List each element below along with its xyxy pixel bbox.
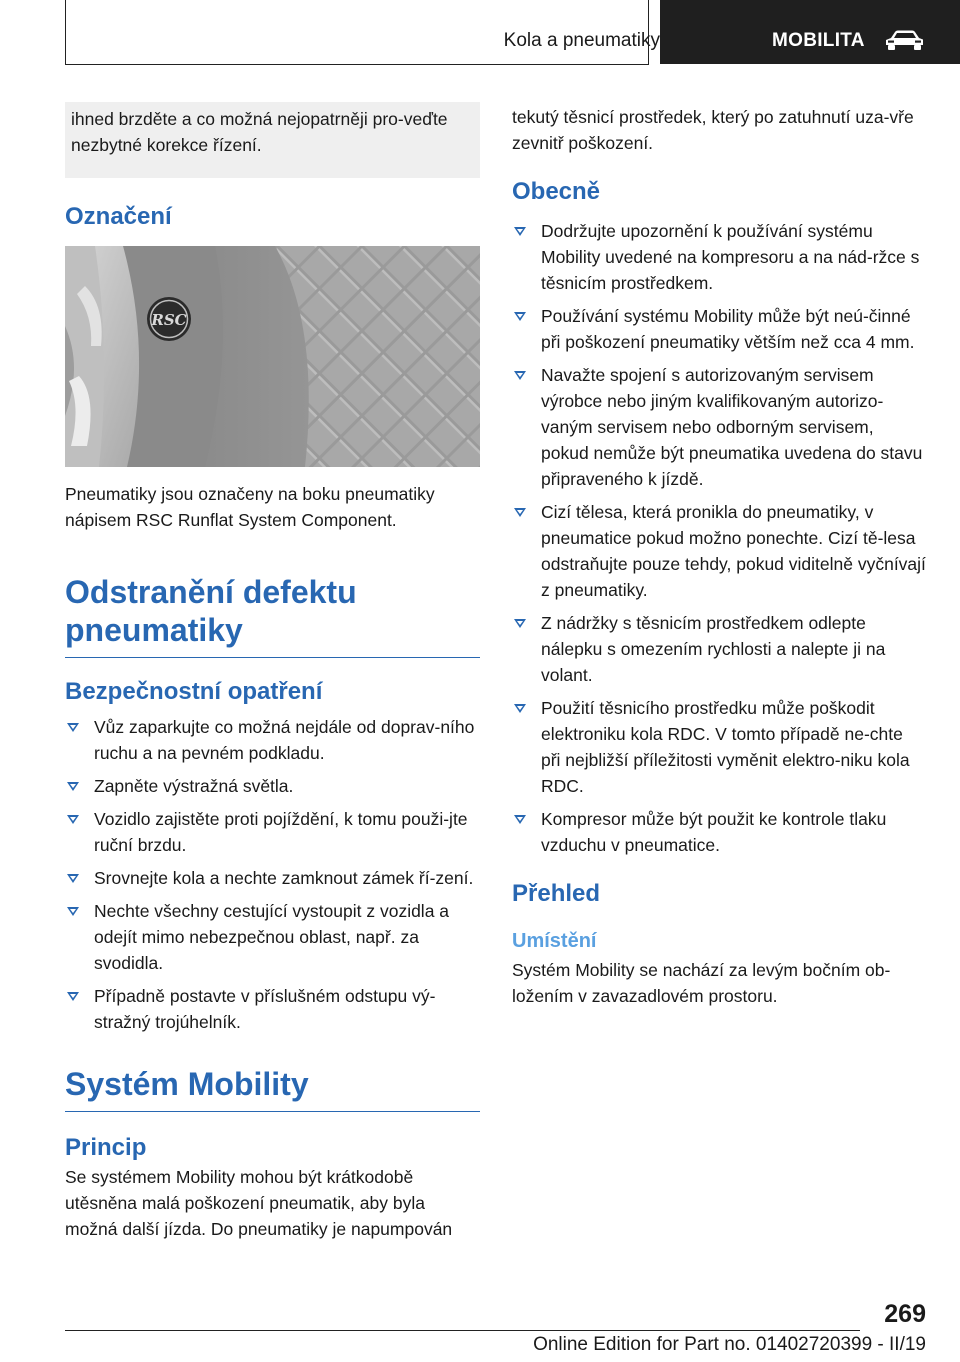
- list-item: [512, 806, 926, 858]
- list-item-text: Případně postavte v příslušném odstupu vý-stražný trojúhelník.: [94, 986, 436, 1032]
- general-list: [512, 218, 926, 858]
- list-item-text: Nechte všechny cestující vystoupit z vozidla a odejít mimo nebezpečnou oblast, např. za svodidla.: [94, 901, 450, 973]
- list-item-text: Navažte spojení s autorizovaným servisem výrobce nebo jiným kvalifikovaným autorizo-vaným servisem nebo odborným servisem, pokud nemůže být pneumatika uvedena do stavu připraveného k jízdě.: [541, 365, 923, 489]
- continuation-text: tekutý těsnicí prostředek, který po zatuhnutí uza-vře zevnitř poškození.: [512, 107, 914, 153]
- warning-note: [65, 102, 480, 178]
- princip-text: Se systémem Mobility mohou být krátkodobě utěsněna malá poškození pneumatik, aby byla možná další jízda. Do pneumatiky je napumpován: [65, 1167, 453, 1239]
- header-chapter-tab: [660, 0, 960, 64]
- list-item: [512, 499, 926, 603]
- triangle-bullet-icon: [514, 508, 526, 517]
- list-item-text: Zapněte výstražná světla.: [94, 776, 294, 796]
- list-item: [65, 898, 480, 976]
- list-item: [65, 983, 480, 1035]
- tire-illustration: [65, 246, 480, 467]
- heading-obecne: Obecně: [512, 178, 601, 205]
- safety-list: [65, 714, 480, 1035]
- list-item: [512, 362, 926, 492]
- heading-bezpecnostni-opatreni: Bezpečnostní opatření: [65, 678, 323, 705]
- triangle-bullet-icon: [67, 907, 79, 916]
- list-item: [512, 610, 926, 688]
- left-column: [65, 102, 480, 1242]
- heading-prehled: Přehled: [512, 880, 601, 907]
- list-item: [512, 303, 926, 355]
- list-item-text: Kompresor může být použit ke kontrole tlaku vzduchu v pneumatice.: [541, 809, 887, 855]
- list-item: [65, 865, 480, 891]
- heading-princip: Princip: [65, 1134, 147, 1161]
- triangle-bullet-icon: [514, 619, 526, 628]
- heading-odstraneni-defektu: Odstranění defektu pneumatiky: [65, 573, 480, 658]
- tire-figure: [65, 246, 480, 467]
- figure-caption: Pneumatiky jsou označeny na boku pneumatiky nápisem RSC Runflat System Component.: [65, 484, 435, 530]
- warning-note-text: ihned brzděte a co možná nejopatrněji pro-veďte nezbytné korekce řízení.: [71, 109, 448, 155]
- footer-edition: Online Edition for Part no. 01402720399 - II/19: [533, 1334, 926, 1355]
- list-item-text: Z nádržky s těsnicím prostředkem odlepte nálepku s omezením rychlosti a nalepte ji na volant.: [541, 613, 886, 685]
- triangle-bullet-icon: [514, 371, 526, 380]
- triangle-bullet-icon: [514, 704, 526, 713]
- list-item-text: Srovnejte kola a nechte zamknout zámek ří-zení.: [94, 868, 474, 888]
- page-number: 269: [884, 1300, 926, 1328]
- list-item-text: Vůz zaparkujte co možná nejdále od doprav-ního ruchu a na pevném podkladu.: [94, 717, 475, 763]
- header-left-rule: [65, 0, 66, 64]
- heading-system-mobility: Systém Mobility: [65, 1065, 480, 1112]
- rsc-logo: [147, 297, 191, 341]
- list-item: [65, 773, 480, 799]
- header-section-title: Kola a pneumatiky: [503, 30, 660, 51]
- triangle-bullet-icon: [514, 815, 526, 824]
- triangle-bullet-icon: [67, 874, 79, 883]
- list-item-text: Použití těsnicího prostředku může poškodit elektroniku kola RDC. V tomto případě ne-chte při nejbližší příležitosti vyměnit elektro-niku kola RDC.: [541, 698, 910, 796]
- triangle-bullet-icon: [514, 227, 526, 236]
- list-item-text: Vozidlo zajistěte proti pojíždění, k tomu použi-jte ruční brzdu.: [94, 809, 468, 855]
- heading-umisteni: Umístění: [512, 930, 597, 952]
- triangle-bullet-icon: [514, 312, 526, 321]
- list-item: [512, 695, 926, 799]
- header-chapter-label: MOBILITA: [772, 30, 865, 51]
- triangle-bullet-icon: [67, 723, 79, 732]
- list-item: [512, 218, 926, 296]
- umisteni-text: Systém Mobility se nachází za levým bočním ob-ložením v zavazadlovém prostoru.: [512, 960, 891, 1006]
- car-icon: [882, 28, 926, 52]
- heading-oznaceni: Označení: [65, 203, 172, 230]
- list-item-text: Dodržujte upozornění k používání systému Mobility uvedené na kompresoru a na nád-ržce s těsnicím prostředkem.: [541, 221, 920, 293]
- triangle-bullet-icon: [67, 815, 79, 824]
- list-item-text: Cizí tělesa, která pronikla do pneumatiky, v pneumatice pokud možno ponechte. Cizí tě-lesa odstraňujte pouze tehdy, pokud viditelně vyčnívají z pneumatiky.: [541, 502, 926, 600]
- list-item-text: Používání systému Mobility může být neú-činné při poškození pneumatiky větším než cca 4 mm.: [541, 306, 915, 352]
- list-item: [65, 806, 480, 858]
- triangle-bullet-icon: [67, 992, 79, 1001]
- right-column: [512, 102, 926, 1009]
- list-item: [65, 714, 480, 766]
- footer-rule: [65, 1330, 860, 1331]
- svg-text:RSC: RSC: [151, 311, 187, 329]
- header-bottom-rule: [65, 64, 649, 65]
- triangle-bullet-icon: [67, 782, 79, 791]
